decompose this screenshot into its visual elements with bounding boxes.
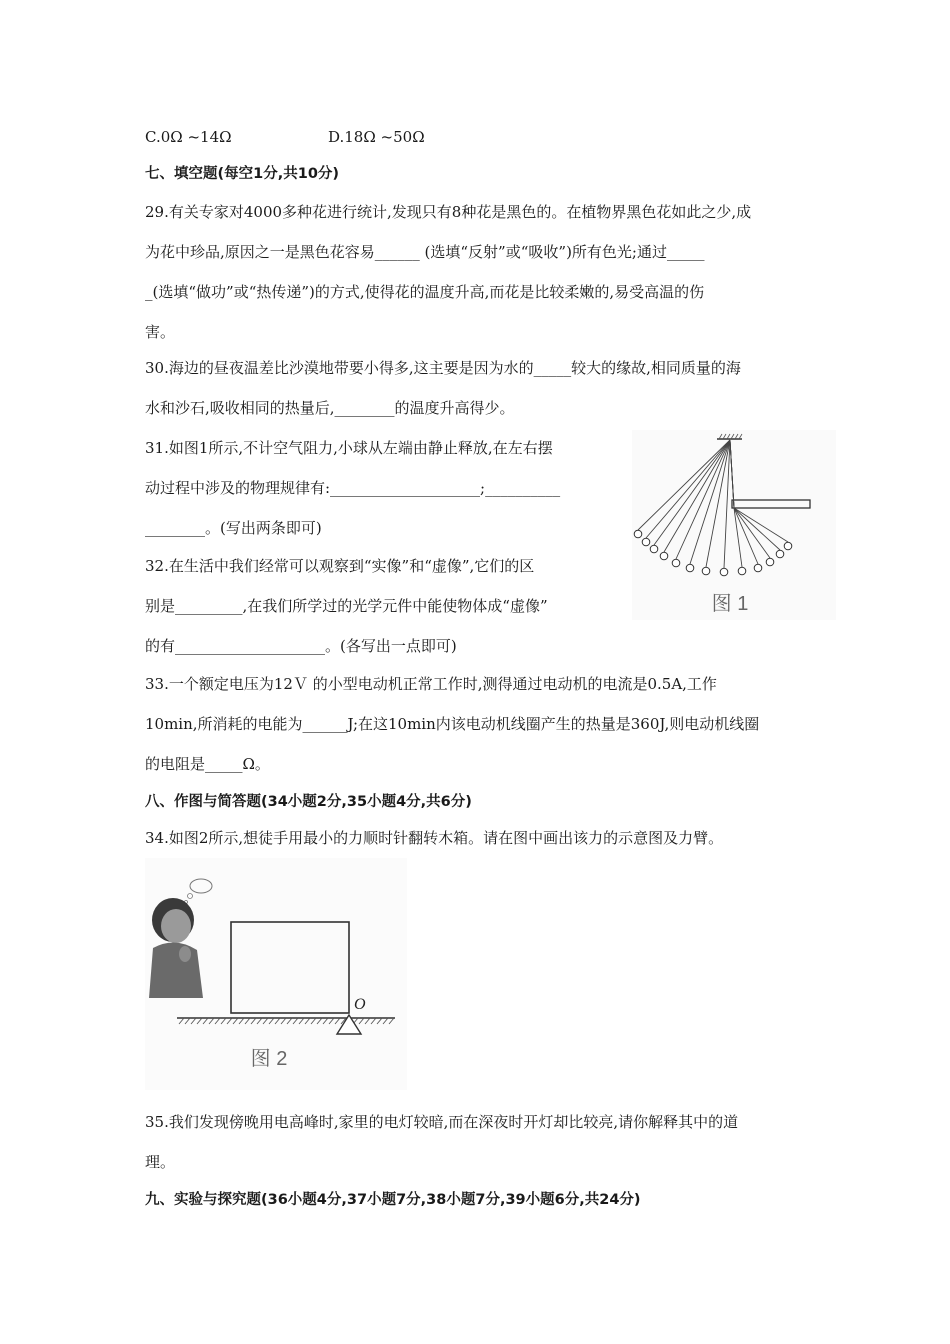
pendulum-ball [634, 530, 642, 538]
pendulum-ball [766, 558, 774, 566]
box-diagram [145, 858, 407, 1090]
q35-line2: 理。 [145, 1153, 176, 1171]
pendulum-ball [650, 545, 658, 553]
pendulum-ball [776, 550, 784, 558]
q29-line3: _(选填“做功”或“热传递”)的方式,使得花的温度升高,而花是比较柔嫩的,易受高温的伤 [145, 283, 705, 301]
option-d: D.18Ω ~50Ω [328, 128, 425, 146]
q35-line1: 35.我们发现傍晚用电高峰时,家里的电灯较暗,而在深夜时开灯却比较亮,请你解释其中的道 [145, 1113, 739, 1131]
q32-line2: 别是_________,在我们所学过的光学元件中能使物体成“虚像” [145, 597, 548, 615]
pendulum-ball [754, 564, 762, 572]
q29-line4: 害。 [145, 323, 176, 341]
section-9-title: 九、实验与探究题(36小题4分,37小题7分,38小题7分,39小题6分,共24分) [145, 1192, 641, 1208]
q33-line2: 10min,所消耗的电能为______J;在这10min内该电动机线圈产生的热量是360J,则电动机线圈 [145, 715, 760, 733]
pivot-label: O [354, 996, 366, 1013]
pendulum-ball [702, 567, 710, 575]
pendulum-diagram [632, 430, 836, 620]
q31-line2: 动过程中涉及的物理规律有:____________________;__________ [145, 479, 561, 497]
q33-line1: 33.一个额定电压为12Ｖ 的小型电动机正常工作时,测得通过电动机的电流是0.5A,工作 [145, 675, 717, 693]
q29-line1: 29.有关专家对4000多种花进行统计,发现只有8种花是黑色的。在植物界黑色花如此之少,成 [145, 203, 752, 221]
pendulum-ball [738, 567, 746, 575]
pendulum-ball [720, 568, 728, 576]
q32-line1: 32.在生活中我们经常可以观察到“实像”和“虚像”,它们的区 [145, 557, 535, 575]
section-7-title: 七、填空题(每空1分,共10分) [145, 166, 340, 182]
q32-line3: 的有____________________。(各写出一点即可) [145, 637, 457, 655]
pendulum-ball [660, 552, 668, 560]
q33-line3: 的电阻是_____Ω。 [145, 755, 270, 773]
figure-1-caption: 图 1 [711, 593, 749, 615]
q31-line1: 31.如图1所示,不计空气阻力,小球从左端由静止释放,在左右摆 [145, 439, 553, 457]
q31-line3: ________。(写出两条即可) [145, 519, 322, 537]
pendulum-ball [672, 559, 680, 567]
figure-1-pendulum [632, 430, 836, 620]
figure-2-box [145, 858, 407, 1090]
q34-line1: 34.如图2所示,想徒手用最小的力顺时针翻转木箱。请在图中画出该力的示意图及力臂。 [145, 829, 724, 847]
pendulum-ball [642, 538, 650, 546]
q30-line1: 30.海边的昼夜温差比沙漠地带要小得多,这主要是因为水的_____较大的缘故,相同质量的海 [145, 359, 741, 377]
q30-line2: 水和沙石,吸收相同的热量后,________的温度升高得少。 [145, 399, 515, 417]
figure-2-caption: 图 2 [250, 1048, 288, 1070]
q29-line2: 为花中珍品,原因之一是黑色花容易______ (选填“反射”或“吸收”)所有色光;通过_____ [145, 243, 705, 261]
option-c: C.0Ω ~14Ω [145, 128, 232, 146]
section-8-title: 八、作图与简答题(34小题2分,35小题4分,共6分) [145, 794, 472, 810]
pendulum-ball [784, 542, 792, 550]
pendulum-ball [686, 564, 694, 572]
